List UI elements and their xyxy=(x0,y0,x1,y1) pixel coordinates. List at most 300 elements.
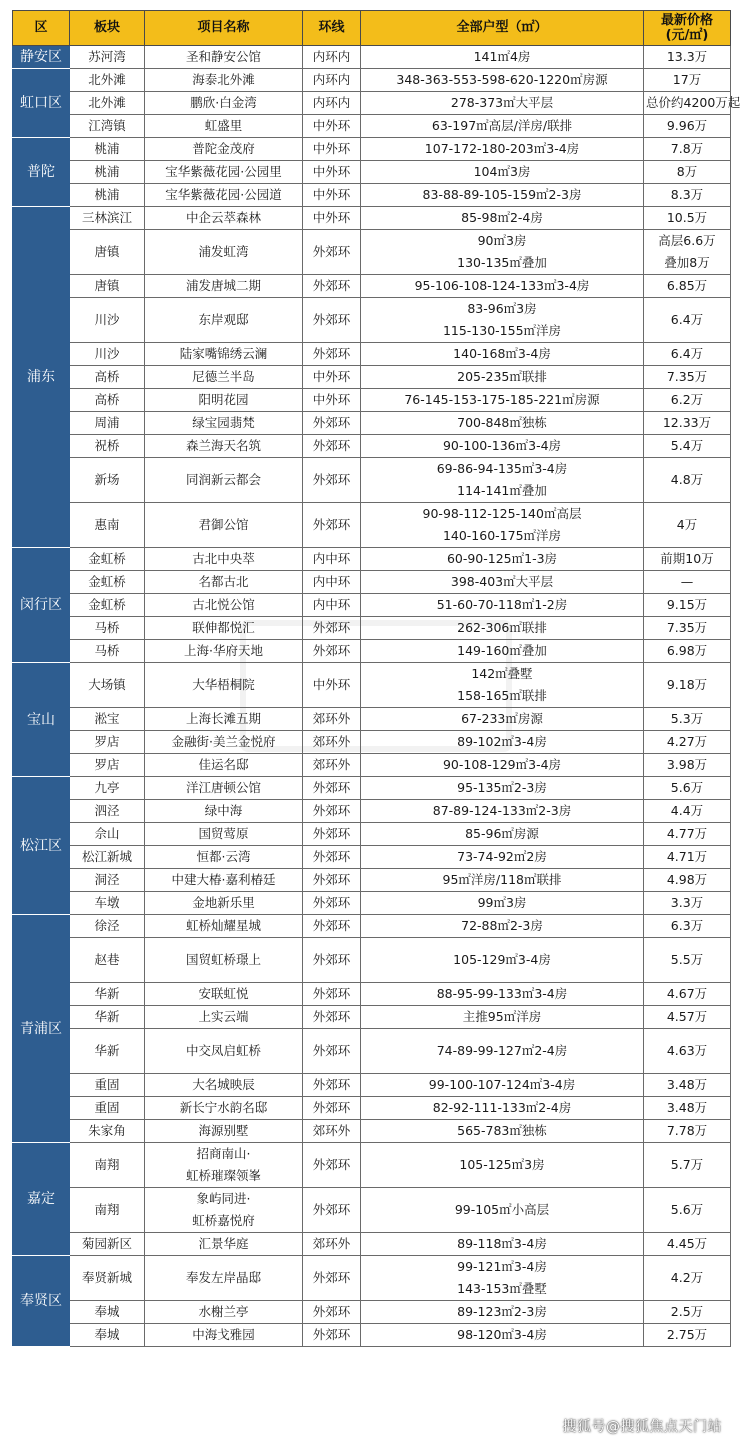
cell-line: 6.4万 xyxy=(670,346,704,361)
layouts-cell xyxy=(361,389,644,412)
project-cell xyxy=(145,708,303,731)
ring-cell: 外郊环 xyxy=(303,1188,361,1233)
cell-line: 9.15万 xyxy=(666,597,708,612)
cell-line: 76-145-153-175-185-221㎡房源 xyxy=(404,392,600,407)
cell-line: 90-100-136㎡3-4房 xyxy=(442,438,562,453)
district-cell: 闵行区 xyxy=(13,548,70,663)
cell-line: 10.5万 xyxy=(666,210,708,225)
ring-cell: 外郊环 xyxy=(303,846,361,869)
table-row xyxy=(13,184,731,207)
cell-line: 4.2万 xyxy=(670,1270,704,1285)
project-cell xyxy=(145,663,303,708)
project-cell xyxy=(145,938,303,983)
cell-line: 83-88-89-105-159㎡2-3房 xyxy=(422,187,582,202)
layouts-cell xyxy=(361,823,644,846)
table-row xyxy=(13,1097,731,1120)
project-cell xyxy=(145,548,303,571)
project-cell xyxy=(145,343,303,366)
cell-line: 565-783㎡独栋 xyxy=(457,1123,547,1138)
table-row xyxy=(13,298,731,343)
layouts-cell xyxy=(361,1233,644,1256)
header-project: 项目名称 xyxy=(145,11,303,46)
cell-line: 2.5万 xyxy=(670,1304,704,1319)
table-row xyxy=(13,823,731,846)
cell-line: 158-165㎡联排 xyxy=(457,688,547,703)
table-row xyxy=(13,46,731,69)
cell-line: 浦发唐城二期 xyxy=(185,278,261,293)
price-cell xyxy=(644,571,731,594)
price-cell xyxy=(644,983,731,1006)
layouts-cell xyxy=(361,571,644,594)
header-price xyxy=(644,11,731,46)
ring-cell: 外郊环 xyxy=(303,869,361,892)
price-cell xyxy=(644,1233,731,1256)
cell-line: 中海戈雅园 xyxy=(192,1327,255,1342)
cell-line: 88-95-99-133㎡3-4房 xyxy=(436,986,568,1001)
project-cell xyxy=(145,366,303,389)
cell-line: 宝华紫薇花园·公园道 xyxy=(165,187,282,202)
district-cell: 虹口区 xyxy=(13,69,70,138)
price-cell xyxy=(644,754,731,777)
project-cell xyxy=(145,594,303,617)
cell-line: 东岸观邸 xyxy=(198,312,249,327)
project-cell xyxy=(145,458,303,503)
ring-cell: 外郊环 xyxy=(303,458,361,503)
table-row xyxy=(13,1256,731,1301)
project-cell xyxy=(145,1188,303,1233)
layouts-cell xyxy=(361,1256,644,1301)
cell-line: 67-233㎡房源 xyxy=(461,711,543,726)
table-row xyxy=(13,571,731,594)
cell-line: 3.3万 xyxy=(670,895,704,910)
cell-line: 海泰北外滩 xyxy=(192,72,255,87)
cell-line: 古北悦公馆 xyxy=(192,597,255,612)
project-cell xyxy=(145,230,303,275)
cell-line: 9.18万 xyxy=(666,677,708,692)
ring-cell: 外郊环 xyxy=(303,230,361,275)
cell-line: 尼德兰半岛 xyxy=(192,369,255,384)
block-cell: 高桥 xyxy=(70,389,145,412)
price-cell xyxy=(644,915,731,938)
cell-line: 绿中海 xyxy=(204,803,243,818)
cell-line: 74-89-99-127㎡2-4房 xyxy=(436,1043,568,1058)
layouts-cell xyxy=(361,366,644,389)
cell-line: 7.35万 xyxy=(666,620,708,635)
ring-cell: 郊环外 xyxy=(303,1120,361,1143)
project-cell xyxy=(145,138,303,161)
table-row xyxy=(13,161,731,184)
header-ring: 环线 xyxy=(303,11,361,46)
cell-line: 105-125㎡3房 xyxy=(459,1157,545,1172)
layouts-cell xyxy=(361,1097,644,1120)
cell-line: 招商南山· xyxy=(196,1146,251,1161)
cell-line: 7.35万 xyxy=(666,369,708,384)
cell-line: 5.7万 xyxy=(670,1157,704,1172)
price-cell xyxy=(644,366,731,389)
ring-cell: 中外环 xyxy=(303,184,361,207)
cell-line: 130-135㎡叠加 xyxy=(457,255,547,270)
table-row xyxy=(13,275,731,298)
price-table-container xyxy=(12,10,740,1347)
cell-line: 140-160-175㎡洋房 xyxy=(442,528,562,543)
cell-line: 上实云端 xyxy=(198,1009,249,1024)
table-row xyxy=(13,663,731,708)
price-cell xyxy=(644,617,731,640)
block-cell: 九亭 xyxy=(70,777,145,800)
project-cell xyxy=(145,1256,303,1301)
ring-cell: 内中环 xyxy=(303,594,361,617)
layouts-cell xyxy=(361,640,644,663)
layouts-cell xyxy=(361,892,644,915)
ring-cell: 内中环 xyxy=(303,571,361,594)
price-cell xyxy=(644,115,731,138)
ring-cell: 中外环 xyxy=(303,161,361,184)
project-cell xyxy=(145,115,303,138)
price-cell xyxy=(644,92,740,115)
price-cell xyxy=(644,823,731,846)
cell-line: 虹桥璀璨领峯 xyxy=(185,1168,261,1183)
table-row xyxy=(13,1188,731,1233)
table-row xyxy=(13,1301,731,1324)
district-cell: 青浦区 xyxy=(13,915,70,1143)
project-cell xyxy=(145,412,303,435)
cell-line: 叠加8万 xyxy=(664,255,710,270)
ring-cell: 中外环 xyxy=(303,115,361,138)
ring-cell: 外郊环 xyxy=(303,892,361,915)
table-row xyxy=(13,1029,731,1074)
project-cell xyxy=(145,389,303,412)
cell-line: 5.5万 xyxy=(670,952,704,967)
block-cell: 罗店 xyxy=(70,754,145,777)
cell-line: 142㎡叠墅 xyxy=(471,666,533,681)
cell-line: 149-160㎡叠加 xyxy=(457,643,547,658)
cell-line: 7.8万 xyxy=(670,141,704,156)
layouts-cell xyxy=(361,1006,644,1029)
cell-line: 4.45万 xyxy=(666,1236,708,1251)
cell-line: 5.4万 xyxy=(670,438,704,453)
cell-line: 高层6.6万 xyxy=(658,233,716,248)
table-row xyxy=(13,92,731,115)
cell-line: 98-120㎡3-4房 xyxy=(457,1327,547,1342)
cell-line: 宝华紫薇花园·公园里 xyxy=(165,164,282,179)
project-cell xyxy=(145,92,303,115)
table-row xyxy=(13,1233,731,1256)
layouts-cell xyxy=(361,617,644,640)
ring-cell: 中外环 xyxy=(303,138,361,161)
cell-line: 9.96万 xyxy=(666,118,708,133)
cell-line: 95㎡洋房/118㎡联排 xyxy=(442,872,562,887)
ring-cell: 外郊环 xyxy=(303,1301,361,1324)
cell-line: 95-135㎡2-3房 xyxy=(457,780,547,795)
block-cell: 马桥 xyxy=(70,617,145,640)
project-cell xyxy=(145,161,303,184)
ring-cell: 外郊环 xyxy=(303,503,361,548)
cell-line: 105-129㎡3-4房 xyxy=(453,952,551,967)
header-layouts: 全部户型（㎡） xyxy=(361,11,644,46)
cell-line: 金融街·美兰金悦府 xyxy=(171,734,276,749)
cell-line: 联伸都悦汇 xyxy=(192,620,255,635)
block-cell: 菊园新区 xyxy=(70,1233,145,1256)
cell-line: 89-118㎡3-4房 xyxy=(457,1236,547,1251)
block-cell: 赵巷 xyxy=(70,938,145,983)
block-cell: 北外滩 xyxy=(70,92,145,115)
cell-line: 普陀金茂府 xyxy=(192,141,255,156)
layouts-cell xyxy=(361,869,644,892)
price-cell xyxy=(644,435,731,458)
project-cell xyxy=(145,823,303,846)
price-cell xyxy=(644,777,731,800)
cell-line: 浦发虹湾 xyxy=(198,244,249,259)
cell-line: 262-306㎡联排 xyxy=(457,620,547,635)
cell-line: 3.98万 xyxy=(666,757,708,772)
project-cell xyxy=(145,777,303,800)
layouts-cell xyxy=(361,1301,644,1324)
project-cell xyxy=(145,1324,303,1347)
block-cell: 佘山 xyxy=(70,823,145,846)
cell-line: 82-92-111-133㎡2-4房 xyxy=(432,1100,572,1115)
cell-line: 13.3万 xyxy=(666,49,708,64)
ring-cell: 郊环外 xyxy=(303,754,361,777)
table-row xyxy=(13,458,731,503)
block-cell: 松江新城 xyxy=(70,846,145,869)
price-cell xyxy=(644,458,731,503)
price-cell xyxy=(644,869,731,892)
price-cell xyxy=(644,1301,731,1324)
block-cell: 淞宝 xyxy=(70,708,145,731)
table-row xyxy=(13,869,731,892)
table-row xyxy=(13,754,731,777)
header-price-line: 最新价格 xyxy=(660,13,713,28)
block-cell: 高桥 xyxy=(70,366,145,389)
block-cell: 桃浦 xyxy=(70,161,145,184)
layouts-cell xyxy=(361,800,644,823)
block-cell: 金虹桥 xyxy=(70,594,145,617)
ring-cell: 外郊环 xyxy=(303,915,361,938)
cell-line: 4.27万 xyxy=(666,734,708,749)
price-cell xyxy=(644,343,731,366)
cell-line: 72-88㎡2-3房 xyxy=(461,918,543,933)
cell-line: 63-197㎡高层/洋房/联排 xyxy=(431,118,573,133)
layouts-cell xyxy=(361,1324,644,1347)
ring-cell: 外郊环 xyxy=(303,1074,361,1097)
cell-line: 中交凤启虹桥 xyxy=(185,1043,261,1058)
cell-line: 17万 xyxy=(672,72,702,87)
project-cell xyxy=(145,1120,303,1143)
cell-line: 104㎡3房 xyxy=(473,164,531,179)
cell-line: 99-105㎡小高层 xyxy=(454,1202,550,1217)
block-cell: 唐镇 xyxy=(70,230,145,275)
table-row xyxy=(13,115,731,138)
table-row xyxy=(13,1006,731,1029)
layouts-cell xyxy=(361,1188,644,1233)
project-cell xyxy=(145,503,303,548)
price-cell xyxy=(644,548,731,571)
cell-line: 同润新云都会 xyxy=(185,472,261,487)
cell-line: 4.8万 xyxy=(670,472,704,487)
price-table xyxy=(12,10,740,1347)
cell-line: 69-86-94-135㎡3-4房 xyxy=(436,461,568,476)
cell-line: 8万 xyxy=(676,164,698,179)
project-cell xyxy=(145,184,303,207)
cell-line: — xyxy=(680,574,694,589)
block-cell: 重固 xyxy=(70,1097,145,1120)
table-row xyxy=(13,640,731,663)
layouts-cell xyxy=(361,754,644,777)
layouts-cell xyxy=(361,1143,644,1188)
cell-line: 大名城映辰 xyxy=(192,1077,255,1092)
cell-line: 恒都·云湾 xyxy=(196,849,251,864)
ring-cell: 中外环 xyxy=(303,207,361,230)
cell-line: 国贸莺原 xyxy=(198,826,249,841)
cell-line: 4.77万 xyxy=(666,826,708,841)
ring-cell: 郊环外 xyxy=(303,731,361,754)
cell-line: 89-123㎡2-3房 xyxy=(457,1304,547,1319)
price-cell xyxy=(644,412,731,435)
cell-line: 象屿同进· xyxy=(196,1191,251,1206)
table-row xyxy=(13,366,731,389)
cell-line: 7.78万 xyxy=(666,1123,708,1138)
cell-line: 4.57万 xyxy=(666,1009,708,1024)
layouts-cell xyxy=(361,548,644,571)
cell-line: 205-235㎡联排 xyxy=(457,369,547,384)
price-cell xyxy=(644,298,731,343)
price-cell xyxy=(644,1256,731,1301)
price-cell xyxy=(644,138,731,161)
cell-line: 3.48万 xyxy=(666,1100,708,1115)
table-row xyxy=(13,777,731,800)
cell-line: 阳明花园 xyxy=(198,392,249,407)
cell-line: 4.67万 xyxy=(666,986,708,1001)
layouts-cell xyxy=(361,777,644,800)
ring-cell: 外郊环 xyxy=(303,1143,361,1188)
layouts-cell xyxy=(361,46,644,69)
block-cell: 川沙 xyxy=(70,298,145,343)
table-row xyxy=(13,617,731,640)
cell-line: 2.75万 xyxy=(666,1327,708,1342)
district-cell: 普陀 xyxy=(13,138,70,207)
cell-line: 6.2万 xyxy=(670,392,704,407)
price-cell xyxy=(644,800,731,823)
price-cell xyxy=(644,1074,731,1097)
cell-line: 87-89-124-133㎡2-3房 xyxy=(432,803,572,818)
block-cell: 惠南 xyxy=(70,503,145,548)
layouts-cell xyxy=(361,708,644,731)
block-cell: 重固 xyxy=(70,1074,145,1097)
block-cell: 徐泾 xyxy=(70,915,145,938)
price-cell xyxy=(644,230,731,275)
table-row xyxy=(13,915,731,938)
cell-line: 85-96㎡房源 xyxy=(465,826,539,841)
ring-cell: 外郊环 xyxy=(303,1097,361,1120)
header-block: 板块 xyxy=(70,11,145,46)
project-cell xyxy=(145,846,303,869)
price-cell xyxy=(644,938,731,983)
table-header-row xyxy=(13,11,731,46)
project-cell xyxy=(145,1097,303,1120)
cell-line: 虹桥嘉悦府 xyxy=(192,1213,255,1228)
price-cell xyxy=(644,1188,731,1233)
cell-line: 鹏欣·白金湾 xyxy=(190,95,257,110)
price-cell xyxy=(644,846,731,869)
cell-line: 278-373㎡大平层 xyxy=(450,95,554,110)
project-cell xyxy=(145,800,303,823)
layouts-cell xyxy=(361,938,644,983)
source-watermark: 搜狐号@搜狐焦点天门站 xyxy=(562,1419,722,1435)
header-price-line: (元/㎡) xyxy=(665,28,709,43)
project-cell xyxy=(145,915,303,938)
ring-cell: 外郊环 xyxy=(303,777,361,800)
project-cell xyxy=(145,754,303,777)
project-cell xyxy=(145,1006,303,1029)
ring-cell: 外郊环 xyxy=(303,800,361,823)
cell-line: 89-102㎡3-4房 xyxy=(457,734,547,749)
cell-line: 4.4万 xyxy=(670,803,704,818)
layouts-cell xyxy=(361,915,644,938)
project-cell xyxy=(145,435,303,458)
block-cell: 华新 xyxy=(70,1006,145,1029)
ring-cell: 外郊环 xyxy=(303,938,361,983)
district-cell: 宝山 xyxy=(13,663,70,777)
table-row xyxy=(13,389,731,412)
cell-line: 新长宁水韵名邸 xyxy=(179,1100,268,1115)
ring-cell: 外郊环 xyxy=(303,617,361,640)
price-cell xyxy=(644,594,731,617)
cell-line: 99㎡3房 xyxy=(477,895,527,910)
cell-line: 洋江唐顿公馆 xyxy=(185,780,261,795)
cell-line: 85-98㎡2-4房 xyxy=(461,210,543,225)
cell-line: 古北中央萃 xyxy=(192,551,255,566)
table-row xyxy=(13,230,731,275)
block-cell: 周浦 xyxy=(70,412,145,435)
price-cell xyxy=(644,1029,731,1074)
layouts-cell xyxy=(361,69,644,92)
project-cell xyxy=(145,869,303,892)
ring-cell: 中外环 xyxy=(303,366,361,389)
price-cell xyxy=(644,1120,731,1143)
table-row xyxy=(13,69,731,92)
block-cell: 三林滨江 xyxy=(70,207,145,230)
price-cell xyxy=(644,275,731,298)
block-cell: 新场 xyxy=(70,458,145,503)
cell-line: 海源别墅 xyxy=(198,1123,249,1138)
cell-line: 主推95㎡洋房 xyxy=(462,1009,542,1024)
project-cell xyxy=(145,275,303,298)
cell-line: 83-96㎡3房 xyxy=(467,301,537,316)
table-row xyxy=(13,435,731,458)
cell-line: 12.33万 xyxy=(662,415,712,430)
layouts-cell xyxy=(361,594,644,617)
ring-cell: 中外环 xyxy=(303,389,361,412)
table-row xyxy=(13,800,731,823)
block-cell: 金虹桥 xyxy=(70,571,145,594)
cell-line: 73-74-92㎡2房 xyxy=(457,849,547,864)
cell-line: 4.71万 xyxy=(666,849,708,864)
ring-cell: 外郊环 xyxy=(303,412,361,435)
table-row xyxy=(13,548,731,571)
ring-cell: 外郊环 xyxy=(303,298,361,343)
cell-line: 总价约4200万起 xyxy=(646,95,740,110)
table-row xyxy=(13,594,731,617)
cell-line: 4.63万 xyxy=(666,1043,708,1058)
table-row xyxy=(13,343,731,366)
ring-cell: 外郊环 xyxy=(303,435,361,458)
table-row xyxy=(13,731,731,754)
ring-cell: 外郊环 xyxy=(303,1324,361,1347)
table-row xyxy=(13,138,731,161)
block-cell: 南翔 xyxy=(70,1143,145,1188)
cell-line: 90-98-112-125-140㎡高层 xyxy=(422,506,582,521)
cell-line: 虹盛里 xyxy=(204,118,243,133)
